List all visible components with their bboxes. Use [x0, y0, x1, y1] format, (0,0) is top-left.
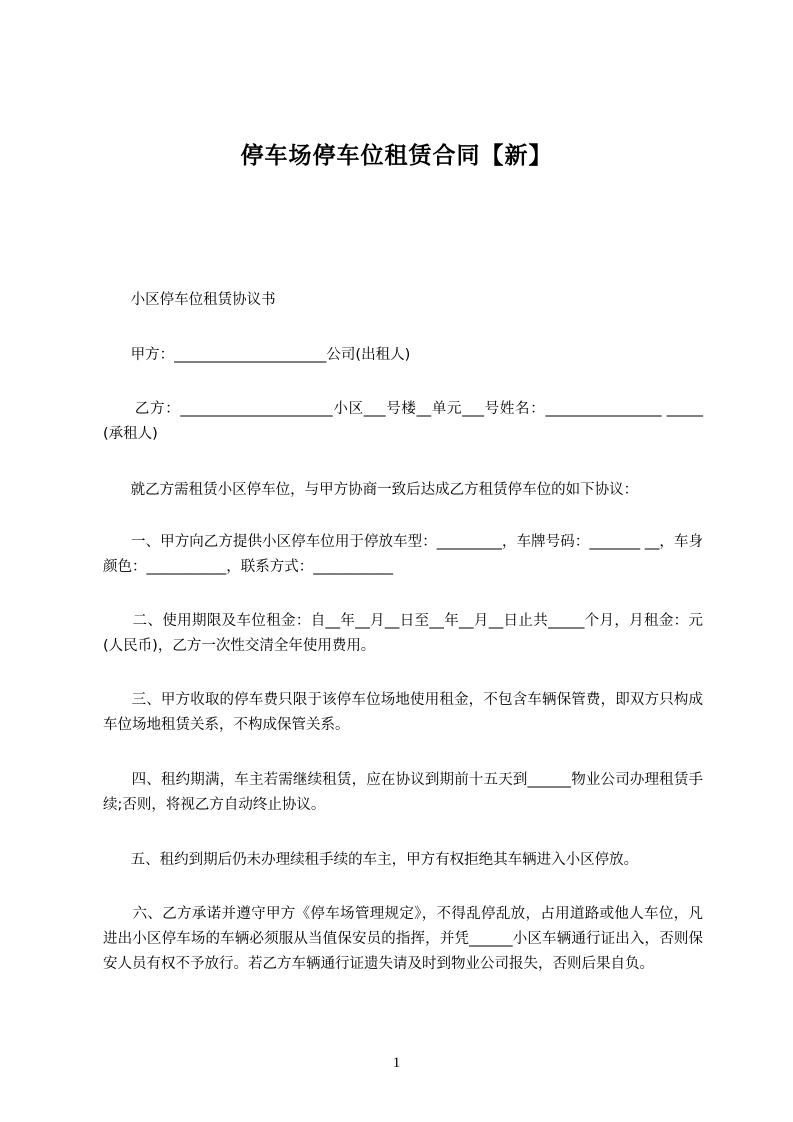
- agreement-subtitle: 小区停车位租赁协议书: [103, 292, 276, 308]
- party-a-line: 甲方：_____________________公司(出租人): [103, 347, 411, 363]
- intro-paragraph: 就乙方需租赁小区停车位，与甲方协商一致后达成乙方租赁停车位的如下协议：: [103, 482, 639, 498]
- document-title: 停车场停车位租赁合同【新】: [240, 143, 553, 169]
- page-number: 1: [392, 1055, 401, 1071]
- clause-3: 三、甲方收取的停车费只限于该停车位场地使用租金，不包含车辆保管费，即双方只构成车位场地租赁关系，不构成保管关系。: [103, 692, 704, 733]
- party-b-line: 乙方：_____________________小区___号楼__单元___号姓名：________________ _____(承租人): [103, 401, 704, 442]
- clause-5: 五、租约到期后仍未办理续租手续的车主，甲方有权拒绝其车辆进入小区停放。: [103, 852, 639, 868]
- clause-2: 二、使用期限及车位租金：自__年__月__日至__年__月__日止共_____个月，月租金：元(人民币)，乙方一次性交清全年使用费用。: [103, 613, 703, 654]
- clause-1: 一、甲方向乙方提供小区停车位用于停放车型：_________，车牌号码：_______ __，车身颜色：___________，联系方式：___________: [103, 534, 704, 575]
- clause-6: 六、乙方承诺并遵守甲方《停车场管理规定》，不得乱停乱放，占用道路或他人车位，凡进出小区停车场的车辆必须服从当值保安员的指挥，并凭______小区车辆通行证出入，否则保安人员有权不予放行。若乙方车辆通行证遗失请及时到物业公司报失，否则后果自负。: [103, 906, 703, 972]
- clause-4: 四、租约期满，车主若需继续租赁，应在协议到期前十五天到______物业公司办理租赁手续;否则，将视乙方自动终止协议。: [103, 772, 704, 813]
